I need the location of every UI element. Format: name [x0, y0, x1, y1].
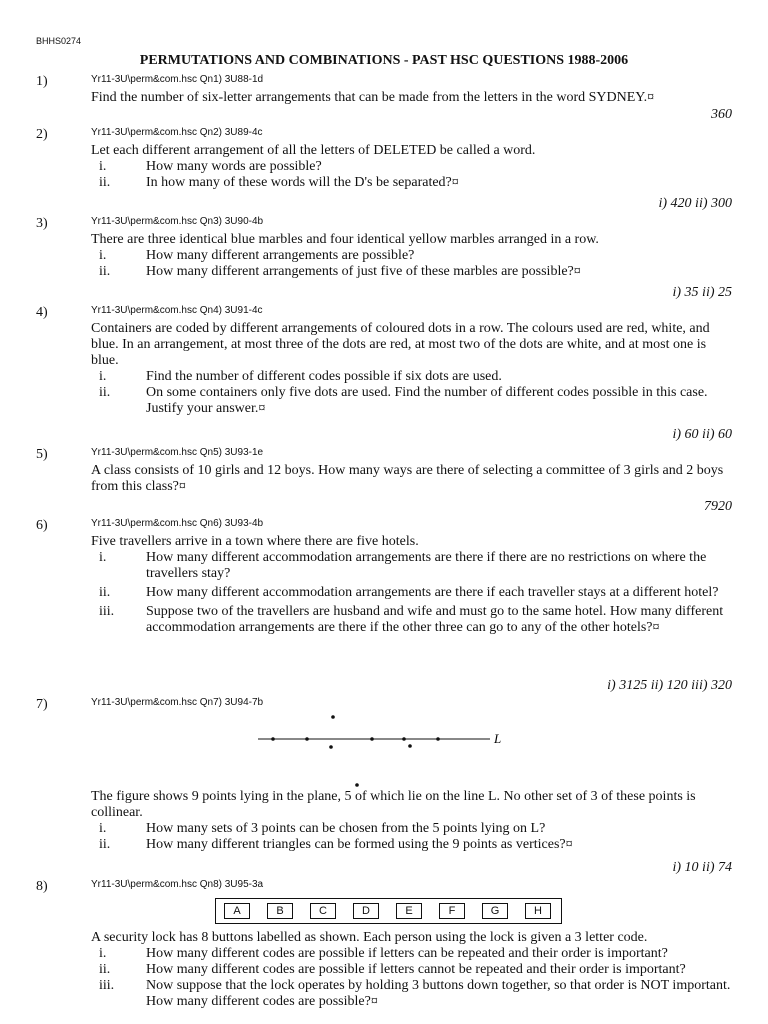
point-on-line — [271, 737, 275, 741]
question-reference: Yr11-3U\perm&com.hsc Qn7) 3U94-7b — [91, 697, 264, 708]
question-text: Five travellers arrive in a town where there are five hotels. — [91, 534, 419, 549]
question-number: 7) — [36, 697, 48, 712]
point-on-line — [370, 737, 374, 741]
sub-part-label: i. — [99, 946, 107, 961]
sub-part — [91, 604, 736, 636]
answer: i) 35 ii) 25 — [672, 285, 732, 300]
sub-part-label: i. — [99, 159, 107, 174]
sub-part-text: On some containers only five dots are used. Find the number of different codes possible in this case. Justify your answer.¤ — [146, 385, 708, 416]
sub-part-text: How many different accommodation arrangements are there if there are no restrictions on where the travellers stay? — [146, 550, 707, 581]
sub-part-text: How many different arrangements of just five of these marbles are possible?¤ — [146, 264, 581, 279]
question-reference: Yr11-3U\perm&com.hsc Qn2) 3U89-4c — [91, 127, 263, 138]
sub-part — [91, 248, 736, 264]
question-reference: Yr11-3U\perm&com.hsc Qn5) 3U93-1e — [91, 447, 264, 458]
sub-part-label: i. — [99, 821, 107, 836]
answer: i) 60 ii) 60 — [672, 427, 732, 442]
answer: i) 10 ii) 74 — [672, 860, 732, 875]
sub-part-text: Now suppose that the lock operates by holding 3 buttons down together, so that order is NOT important. How many different codes are possible?¤ — [146, 978, 731, 1009]
sub-part-text: How many words are possible? — [146, 159, 322, 174]
question-reference: Yr11-3U\perm&com.hsc Qn8) 3U95-3a — [91, 879, 264, 890]
sub-part — [91, 585, 736, 601]
sub-part-label: iii. — [99, 604, 115, 619]
point-on-line — [305, 737, 309, 741]
document-title: PERMUTATIONS AND COMBINATIONS - PAST HSC QUESTIONS 1988-2006 — [139, 53, 629, 68]
answer: i) 420 ii) 300 — [658, 196, 732, 211]
lock-button-g: G — [482, 903, 508, 919]
answer: i) 3125 ii) 120 iii) 320 — [607, 678, 732, 693]
sub-part — [91, 962, 751, 978]
point-off-line — [331, 715, 335, 719]
sub-part-label: iii. — [99, 978, 115, 993]
sub-part — [91, 264, 736, 280]
sub-part-label: ii. — [99, 837, 111, 852]
sub-part — [91, 978, 751, 1010]
lock-button-panel — [215, 898, 562, 924]
question-reference: Yr11-3U\perm&com.hsc Qn3) 3U90-4b — [91, 216, 264, 227]
sub-part-label: ii. — [99, 385, 111, 400]
sub-part-label: i. — [99, 248, 107, 263]
sub-part-label: ii. — [99, 175, 111, 190]
lock-button-h: H — [525, 903, 551, 919]
question-text: Let each different arrangement of all the letters of DELETED be called a word. — [91, 143, 536, 158]
question-number: 4) — [36, 305, 48, 320]
question-text: There are three identical blue marbles and four identical yellow marbles arranged in a row. — [91, 232, 599, 247]
question-text: Find the number of six-letter arrangements that can be made from the letters in the word SYDNEY.¤ — [91, 90, 655, 105]
sub-part-text: How many different codes are possible if letters can be repeated and their order is important? — [146, 946, 668, 961]
sub-part-text: How many different arrangements are possible? — [146, 248, 415, 263]
collinear-points-figure — [250, 705, 530, 795]
line-label: L — [494, 731, 502, 746]
sub-part — [91, 385, 736, 417]
sub-part-text: How many different accommodation arrangements are there if each traveller stays at a different hotel? — [146, 585, 719, 600]
sub-part — [91, 946, 751, 962]
sub-part-label: ii. — [99, 264, 111, 279]
question-number: 1) — [36, 74, 48, 89]
lock-button-d: D — [353, 903, 379, 919]
sub-part — [91, 159, 736, 175]
sub-part-text: In how many of these words will the D's be separated?¤ — [146, 175, 459, 190]
question-number: 3) — [36, 216, 48, 231]
sub-part-label: i. — [99, 550, 107, 565]
sub-part-text: How many different triangles can be formed using the 9 points as vertices?¤ — [146, 837, 573, 852]
sub-part — [91, 369, 736, 385]
point-off-line — [329, 745, 333, 749]
sub-part — [91, 175, 736, 191]
lock-button-f: F — [439, 903, 465, 919]
question-reference: Yr11-3U\perm&com.hsc Qn6) 3U93-4b — [91, 518, 264, 529]
lock-button-c: C — [310, 903, 336, 919]
lock-button-a: A — [224, 903, 250, 919]
sub-part — [91, 550, 736, 582]
question-number: 2) — [36, 127, 48, 142]
sub-part-text: Find the number of different codes possible if six dots are used. — [146, 369, 502, 384]
lock-button-e: E — [396, 903, 422, 919]
question-number: 5) — [36, 447, 48, 462]
sub-part — [91, 821, 736, 837]
question-reference: Yr11-3U\perm&com.hsc Qn4) 3U91-4c — [91, 305, 263, 316]
question-text: A class consists of 10 girls and 12 boys. How many ways are there of selecting a committee of 3 girls and 2 boys from this class?¤ — [91, 463, 724, 494]
question-number: 6) — [36, 518, 48, 533]
answer: 360 — [711, 107, 732, 122]
sub-part — [91, 837, 736, 853]
point-off-line — [408, 744, 412, 748]
question-text: A security lock has 8 buttons labelled as shown. Each person using the lock is given a 3 letter code. — [91, 930, 648, 945]
point-on-line — [402, 737, 406, 741]
document-code: BHHS0274 — [36, 36, 82, 46]
point-on-line — [436, 737, 440, 741]
question-number: 8) — [36, 879, 48, 894]
answer: 7920 — [704, 499, 732, 514]
sub-part-label: ii. — [99, 962, 111, 977]
question-reference: Yr11-3U\perm&com.hsc Qn1) 3U88-1d — [91, 74, 264, 85]
question-text: Containers are coded by different arrangements of coloured dots in a row. The colours used are red, white, and blue. In an arrangement, at most three of the dots are red, at most two of the dots are white, and at most one is blue. — [91, 321, 710, 368]
sub-part-label: ii. — [99, 585, 111, 600]
sub-part-text: How many different codes are possible if letters cannot be repeated and their order is important? — [146, 962, 686, 977]
lock-button-b: B — [267, 903, 293, 919]
sub-part-label: i. — [99, 369, 107, 384]
sub-part-text: How many sets of 3 points can be chosen from the 5 points lying on L? — [146, 821, 546, 836]
sub-part-text: Suppose two of the travellers are husband and wife and must go to the same hotel. How many different accommodation arrangements are there if the other three can go to any of the other hotels?¤ — [146, 604, 724, 635]
point-off-line — [355, 783, 359, 787]
question-text: The figure shows 9 points lying in the plane, 5 of which lie on the line L. No other set of 3 of these points is collinear. — [91, 789, 696, 820]
